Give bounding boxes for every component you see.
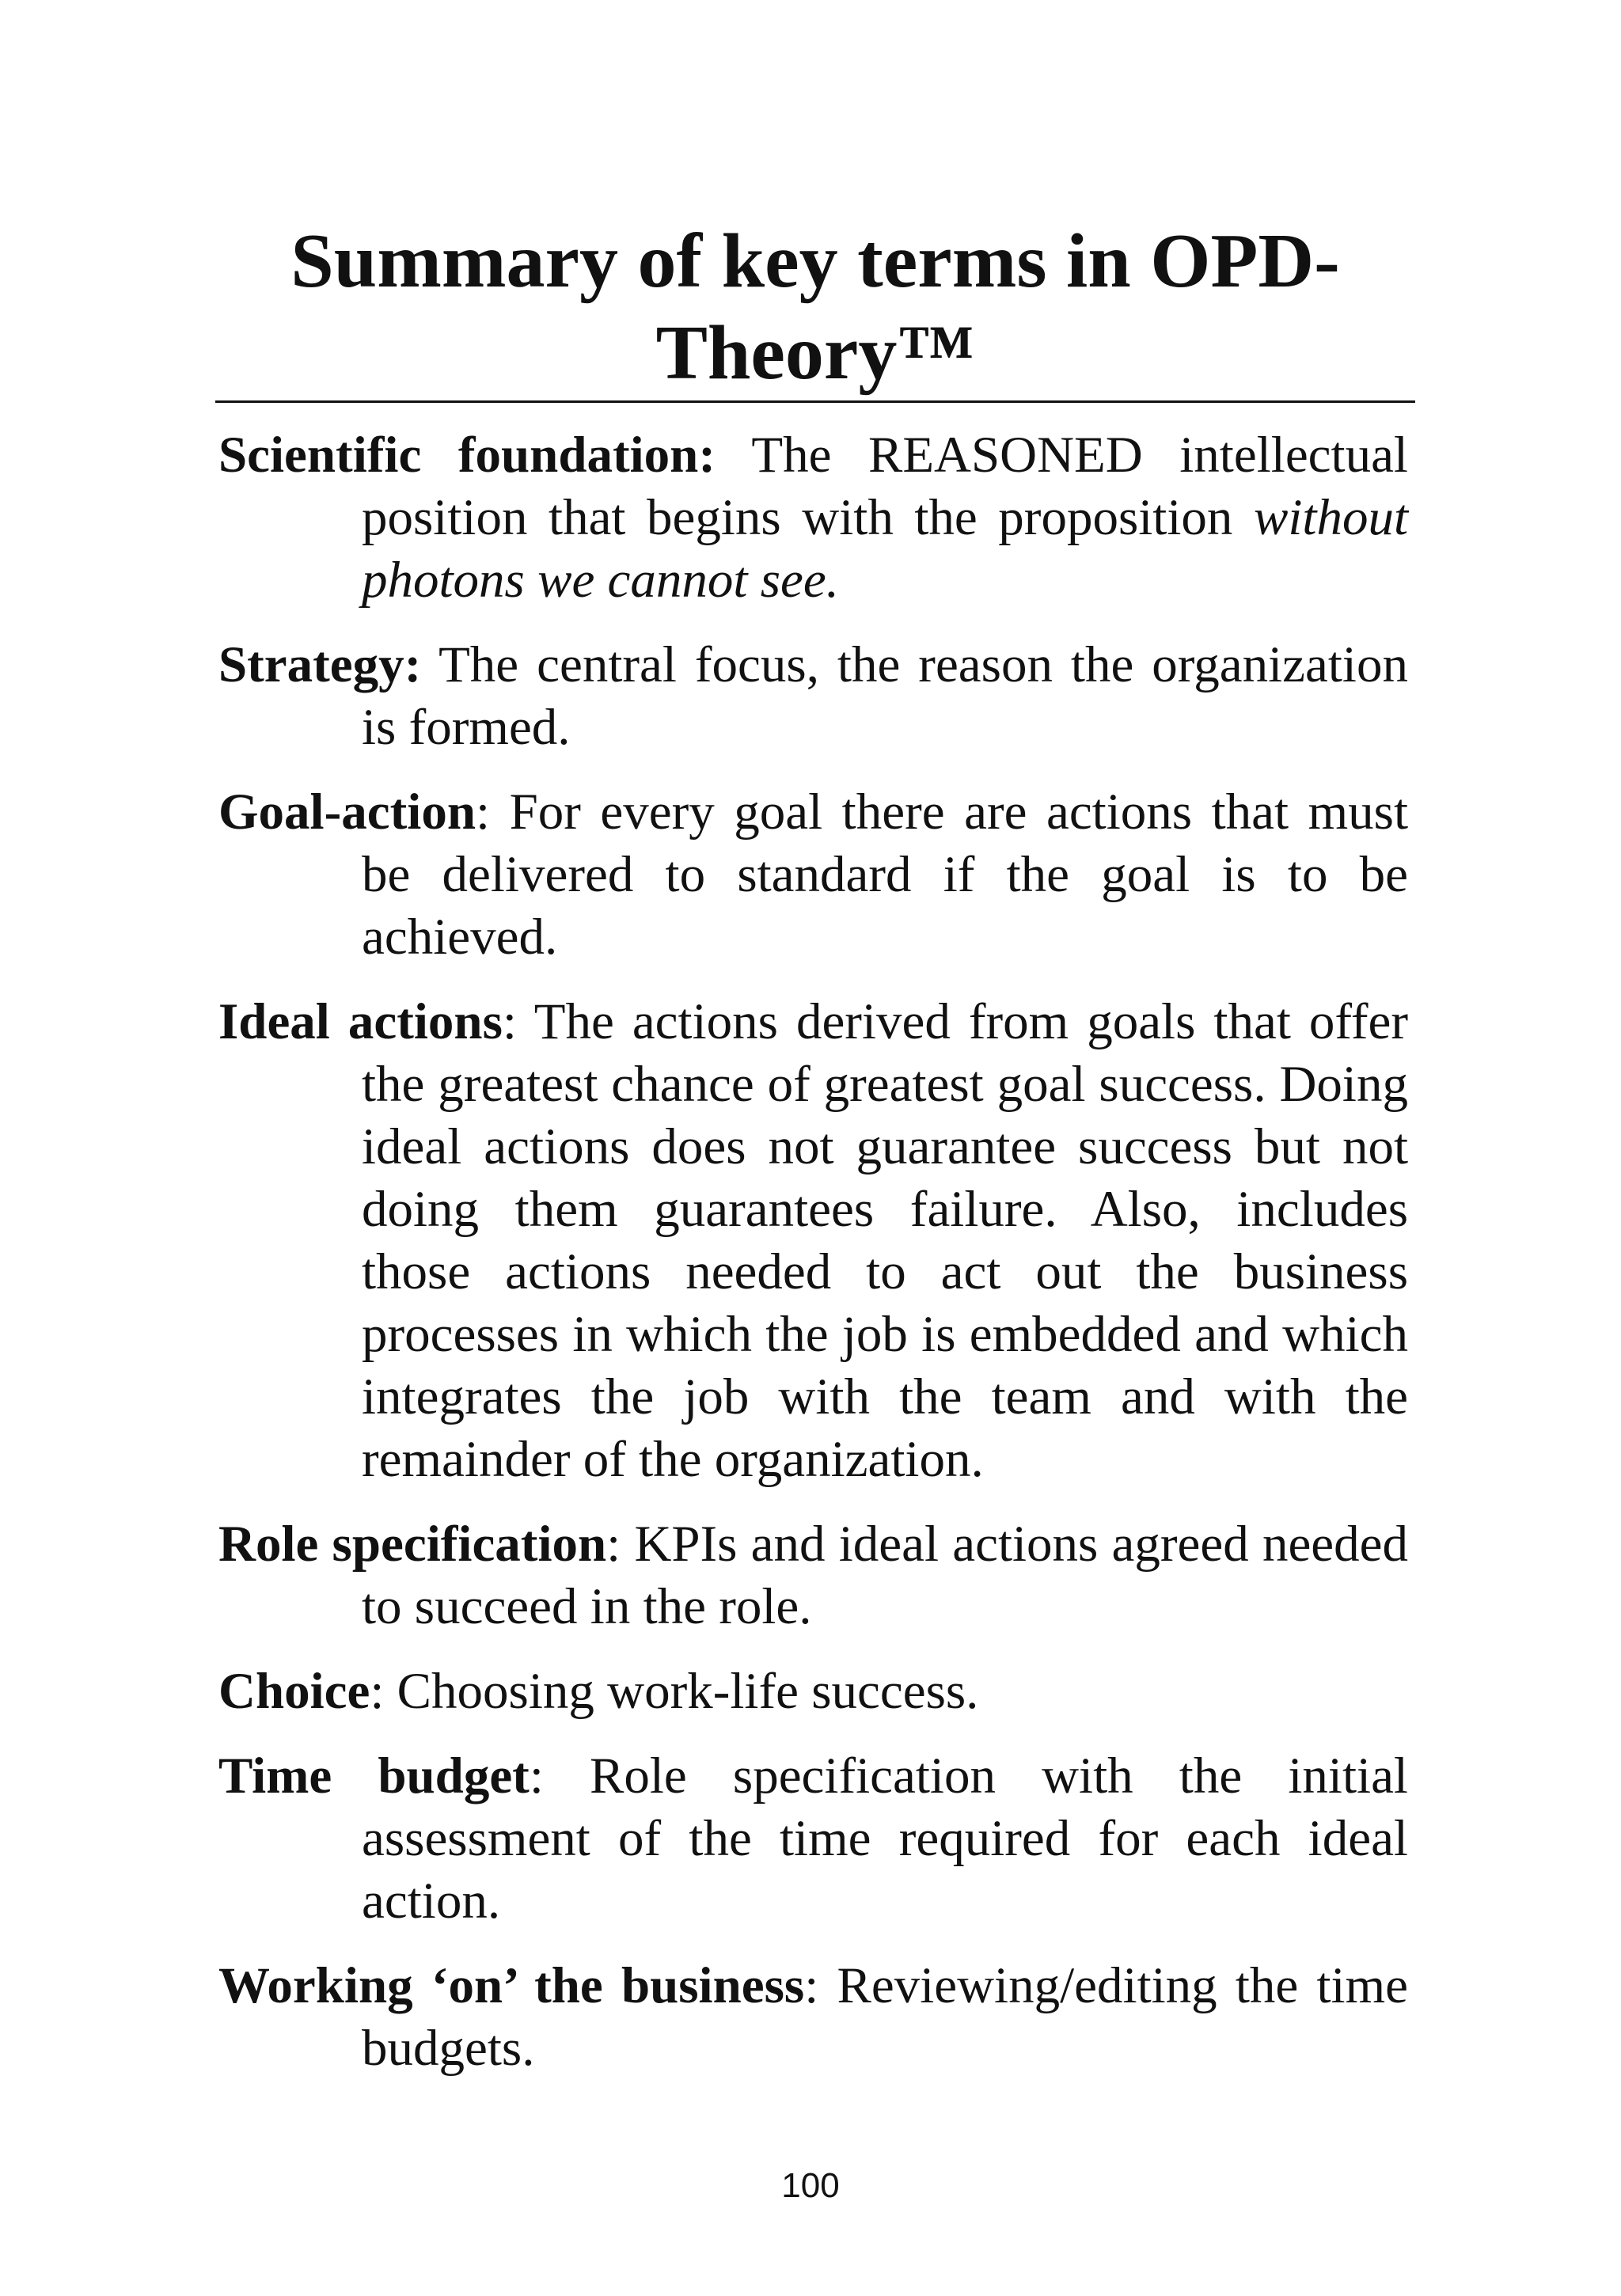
term-role-specification — [218, 1513, 1408, 1638]
term-definition: KPIs and ideal actions agreed needed to succeed in the role. — [362, 1516, 1409, 1635]
term-separator: : — [529, 1748, 544, 1805]
page-title-line-2: Theory™ — [655, 310, 975, 396]
page-title — [215, 215, 1415, 399]
term-time-budget — [218, 1745, 1408, 1933]
term-separator: : — [475, 784, 491, 841]
term-name: Working ‘on’ the business — [218, 1957, 805, 2014]
term-ideal-actions — [218, 991, 1408, 1491]
term-separator: : — [606, 1516, 621, 1573]
term-definition: Role specification with the initial assessment of the time required for each ideal action. — [362, 1748, 1408, 1930]
term-separator: : — [804, 1957, 819, 2014]
page-number: 100 — [781, 2166, 840, 2205]
term-working-on-the-business — [218, 1955, 1408, 2080]
title-divider — [215, 400, 1415, 403]
term-name: Ideal actions — [218, 993, 503, 1050]
term-separator: : — [370, 1663, 385, 1720]
term-definition: Choosing work-life success. — [397, 1663, 979, 1720]
page-title-line-1: Summary of key terms in OPD- — [290, 218, 1340, 304]
term-definition: For every goal there are actions that must be delivered to standard if the goal is to be achieved. — [362, 784, 1409, 966]
term-name: Choice — [218, 1663, 370, 1720]
term-emphasis: without photons we cannot see. — [362, 489, 1409, 609]
key-terms-list — [218, 424, 1408, 2102]
term-name: Goal-action — [218, 784, 476, 841]
term-choice — [218, 1660, 1408, 1723]
term-name: Scientific foundation: — [218, 427, 716, 484]
term-separator: : — [502, 993, 517, 1050]
term-definition: The REASONED intellectual position that begins with the proposition — [362, 427, 1408, 546]
term-goal-action — [218, 781, 1408, 969]
term-definition: The central focus, the reason the organization is formed. — [362, 636, 1408, 756]
term-scientific-foundation — [218, 424, 1408, 612]
term-name: Role specification — [218, 1516, 607, 1573]
term-name: Time budget — [218, 1748, 530, 1805]
term-name: Strategy: — [218, 636, 422, 693]
term-definition: The actions derived from goals that offer the greatest chance of greatest goal success. Doing ideal actions does not guarantee success but not doing them guarantees failure. Also, includes those actions needed to act out the business processes in which the job is embedded and which integrates the job with the team and with the remainder of the organization. — [362, 993, 1408, 1488]
term-definition: Reviewing/editing the time budgets. — [362, 1957, 1409, 2077]
term-strategy — [218, 634, 1408, 759]
